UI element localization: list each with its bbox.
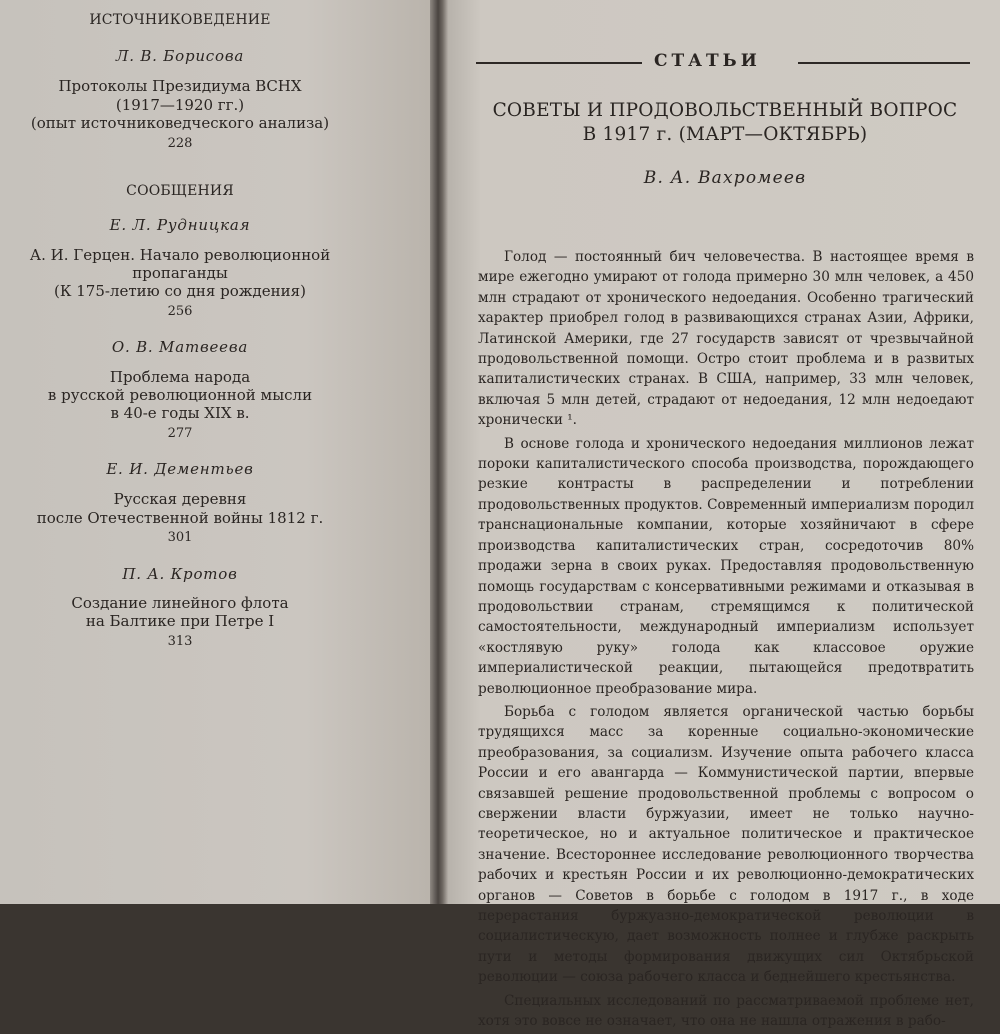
- toc-title-line: А. И. Герцен. Начало революционной: [29, 246, 331, 264]
- toc-page-number: 228: [167, 136, 193, 151]
- toc-author: Е. И. Дементьев: [106, 460, 254, 478]
- article-paragraph: Голод — постоянный бич человечества. В настоящее время в мире ежегодно умирают от голода примерно 30 млн человек, а 450 млн страдают от хронического недоедания. Особенно трагический характер приобрел голод в развивающихся странах Азии, Африки, Латинской Америки, где 27 государств зависят от чрезвычайной продовольственной помощи. Остро стоит проблема и в развитых капиталистических странах. В США, например, 33 млн человек, включая 5 млн детей, страдают от недоедания, 12 млн недоедают хронически ¹.: [478, 249, 974, 429]
- toc-title-line: Создание линейного флота: [71, 594, 289, 612]
- book-gutter: [430, 0, 448, 904]
- toc-title-line: после Отечественной войны 1812 г.: [36, 509, 324, 527]
- toc-author: Л. В. Борисова: [115, 47, 245, 65]
- section-rule-left: [476, 62, 642, 64]
- toc-page-number: 277: [167, 426, 193, 441]
- toc-page-number: 313: [167, 634, 193, 649]
- article-paragraph: В основе голода и хронического недоедания миллионов лежат пороки капиталистического способа производства, порождающего резкие контрасты в распределении и потреблении продовольственных продуктов. Современный империализм породил транснациональные компании, которые хозяйничают в сфере производства капиталистических стран, сосредоточив 80% продажи зерна в своих руках. Предоставляя продовольственную помощь государствам с консервативными режимами и отказывая в продовольствии странам, стремящимся к политической самостоятельности, международный империализм использует «костлявую руку» голода как классовое оружие империалистической реакции, пытающейся предотвратить революционное преобразование мира.: [478, 435, 974, 697]
- toc-title-line: Проблема народа: [109, 368, 251, 386]
- toc-title-line: пропаганды: [132, 264, 228, 282]
- toc-section-heading: СООБЩЕНИЯ: [126, 183, 234, 199]
- article-title-line: СОВЕТЫ И ПРОДОВОЛЬСТВЕННЫЙ ВОПРОС: [492, 100, 958, 121]
- section-heading: СТАТЬИ: [654, 51, 761, 71]
- toc-author: О. В. Матвеева: [111, 338, 249, 356]
- section-rule-right: [798, 62, 970, 64]
- article-body: [478, 247, 974, 1034]
- toc-title-line: (К 175-летию со дня рождения): [54, 282, 306, 300]
- article-author: В. А. Вахромеев: [643, 168, 807, 188]
- article-title-line: В 1917 г. (МАРТ—ОКТЯБРЬ): [582, 124, 868, 145]
- toc-title-line: в русской революционной мысли: [47, 386, 313, 404]
- toc-author: П. А. Кротов: [122, 565, 238, 583]
- toc-page-number: 301: [167, 530, 193, 545]
- toc-section-heading: ИСТОЧНИКОВЕДЕНИЕ: [89, 12, 271, 28]
- toc-author: Е. Л. Рудницкая: [109, 216, 251, 234]
- article-paragraph: Борьба с голодом является органической частью борьбы трудящихся масс за коренные социально-экономические преобразования, за социализм. Изучение опыта рабочего класса России и его авангарда — Коммунистической партии, впервые связавшей решение продовольственной проблемы с вопросом о свержении власти буржуазии, имеет не только научно-теоретическое, но и актуальное политическое и практическое значение. Всестороннее исследование революционного творчества рабочих и крестьян России и их революционно-демократических органов — Советов в борьбе с голодом в 1917 г., в ходе перерастания буржуазно-демократической революции в социалистическую, дает возможность полнее и глубже раскрыть пути и методы формирования движущих сил Октябрьской революции — союза рабочего класса и беднейшего крестьянства.: [478, 703, 974, 986]
- toc-title-line: Русская деревня: [113, 490, 247, 508]
- toc-title-line: (1917—1920 гг.): [115, 96, 245, 114]
- toc-title-line: (опыт источниковедческого анализа): [30, 114, 330, 132]
- toc-title-line: Протоколы Президиума ВСНХ: [58, 77, 302, 95]
- toc-page-number: 256: [167, 304, 193, 319]
- article-paragraph: Специальных исследований по рассматриваемой проблеме нет, хотя это вовсе не означает, что она не нашла отражения в рабо-: [478, 992, 974, 1030]
- toc-title-line: на Балтике при Петре I: [85, 612, 275, 630]
- toc-title-line: в 40-е годы XIX в.: [110, 404, 250, 422]
